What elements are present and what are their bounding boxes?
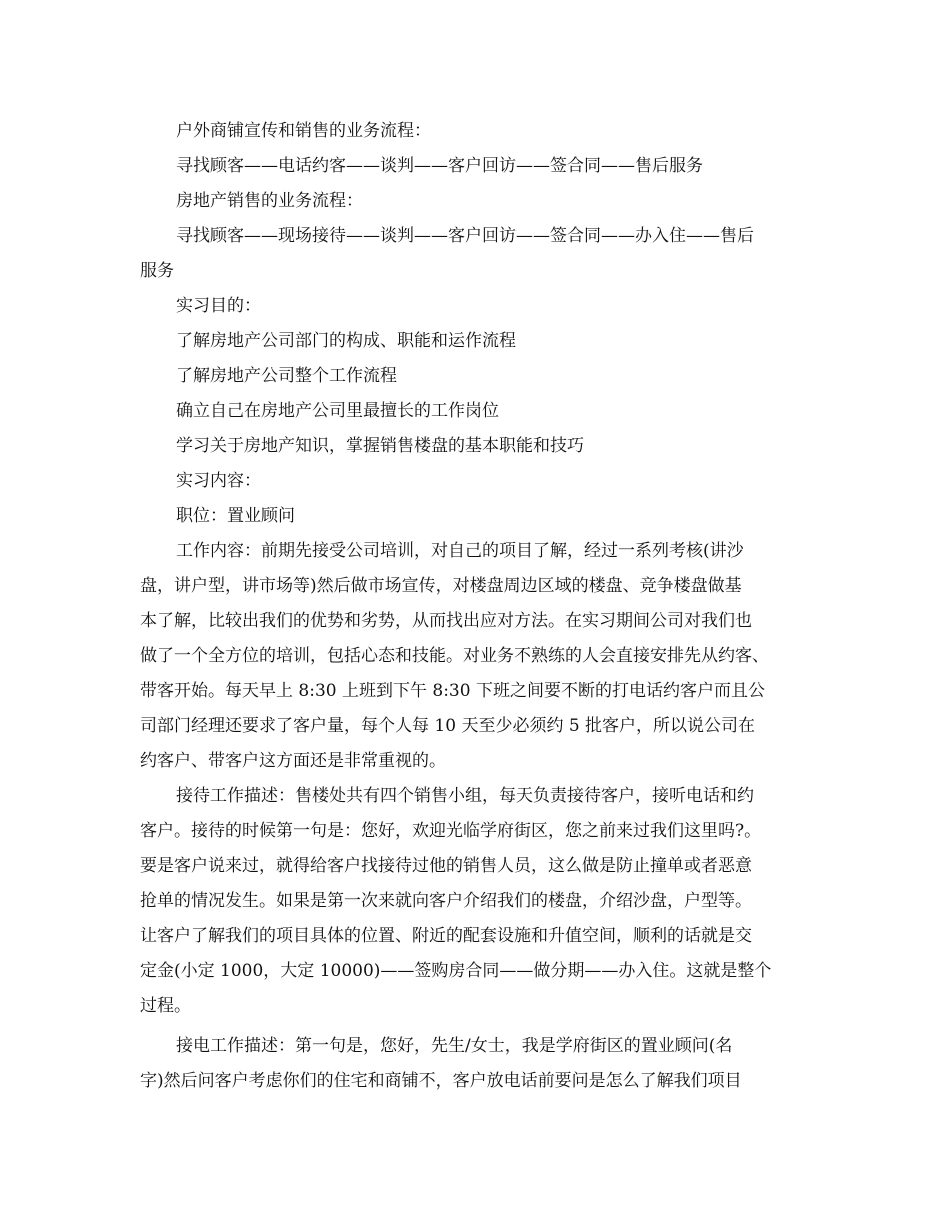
- text-line: 寻找顾客——电话约客——谈判——客户回访——签合同——售后服务: [176, 156, 703, 176]
- text-line: 接电工作描述：第一句是，您好，先生/女士，我是学府街区的置业顾问(名: [176, 1036, 733, 1056]
- text-line: 字)然后问客户考虑你们的住宅和商铺不，客户放电话前要问是怎么了解我们项目: [140, 1071, 742, 1091]
- text-line: 学习关于房地产知识，掌握销售楼盘的基本职能和技巧: [176, 436, 584, 456]
- text-line: 工作内容：前期先接受公司培训，对自己的项目了解，经过一系列考核(讲沙: [176, 541, 744, 561]
- text-line: 本了解，比较出我们的优势和劣势，从而找出应对方法。在实习期间公司对我们也: [140, 611, 752, 631]
- text-line: 户外商铺宣传和销售的业务流程：: [176, 121, 431, 141]
- text-line: 客户。接待的时候第一句是：您好，欢迎光临学府街区，您之前来过我们这里吗?。: [140, 821, 762, 841]
- text-line: 盘，讲户型，讲市场等)然后做市场宣传，对楼盘周边区域的楼盘、竞争楼盘做基: [140, 576, 742, 596]
- text-line: 定金(小定 1000，大定 10000)——签购房合同——做分期——办入住。这就是整个: [140, 961, 772, 981]
- text-line: 带客开始。每天早上 8:30 上班到下午 8:30 下班之间要不断的打电话约客户而且公: [140, 681, 765, 701]
- text-line: 实习目的：: [176, 296, 261, 316]
- text-line: 司部门经理还要求了客户量，每个人每 10 天至少必须约 5 批客户，所以说公司在: [140, 716, 756, 736]
- text-line: 抢单的情况发生。如果是第一次来就向客户介绍我们的楼盘，介绍沙盘，户型等。: [140, 891, 752, 911]
- text-line: 了解房地产公司部门的构成、职能和运作流程: [176, 331, 516, 351]
- text-line: 寻找顾客——现场接待——谈判——客户回访——签合同——办入住——售后: [176, 226, 754, 246]
- text-line: 要是客户说来过，就得给客户找接待过他的销售人员，这么做是防止撞单或者恶意: [140, 856, 752, 876]
- document-body: [140, 114, 812, 1099]
- text-line: 约客户、带客户这方面还是非常重视的。: [140, 751, 446, 771]
- text-line: 让客户了解我们的项目具体的位置、附近的配套设施和升值空间，顺利的话就是交: [140, 926, 752, 946]
- text-line: 接待工作描述：售楼处共有四个销售小组，每天负责接待客户，接听电话和约: [176, 786, 754, 806]
- text-line: 职位：置业顾问: [176, 506, 295, 526]
- text-line: 实习内容：: [176, 471, 261, 491]
- text-line: 服务: [140, 261, 174, 281]
- text-line: 房地产销售的业务流程：: [176, 191, 363, 211]
- text-line: 了解房地产公司整个工作流程: [176, 366, 397, 386]
- text-line: 做了一个全方位的培训，包括心态和技能。对业务不熟练的人会直接安排先从约客、: [140, 646, 769, 666]
- text-line: 过程。: [140, 996, 191, 1016]
- text-line: 确立自己在房地产公司里最擅长的工作岗位: [176, 401, 499, 421]
